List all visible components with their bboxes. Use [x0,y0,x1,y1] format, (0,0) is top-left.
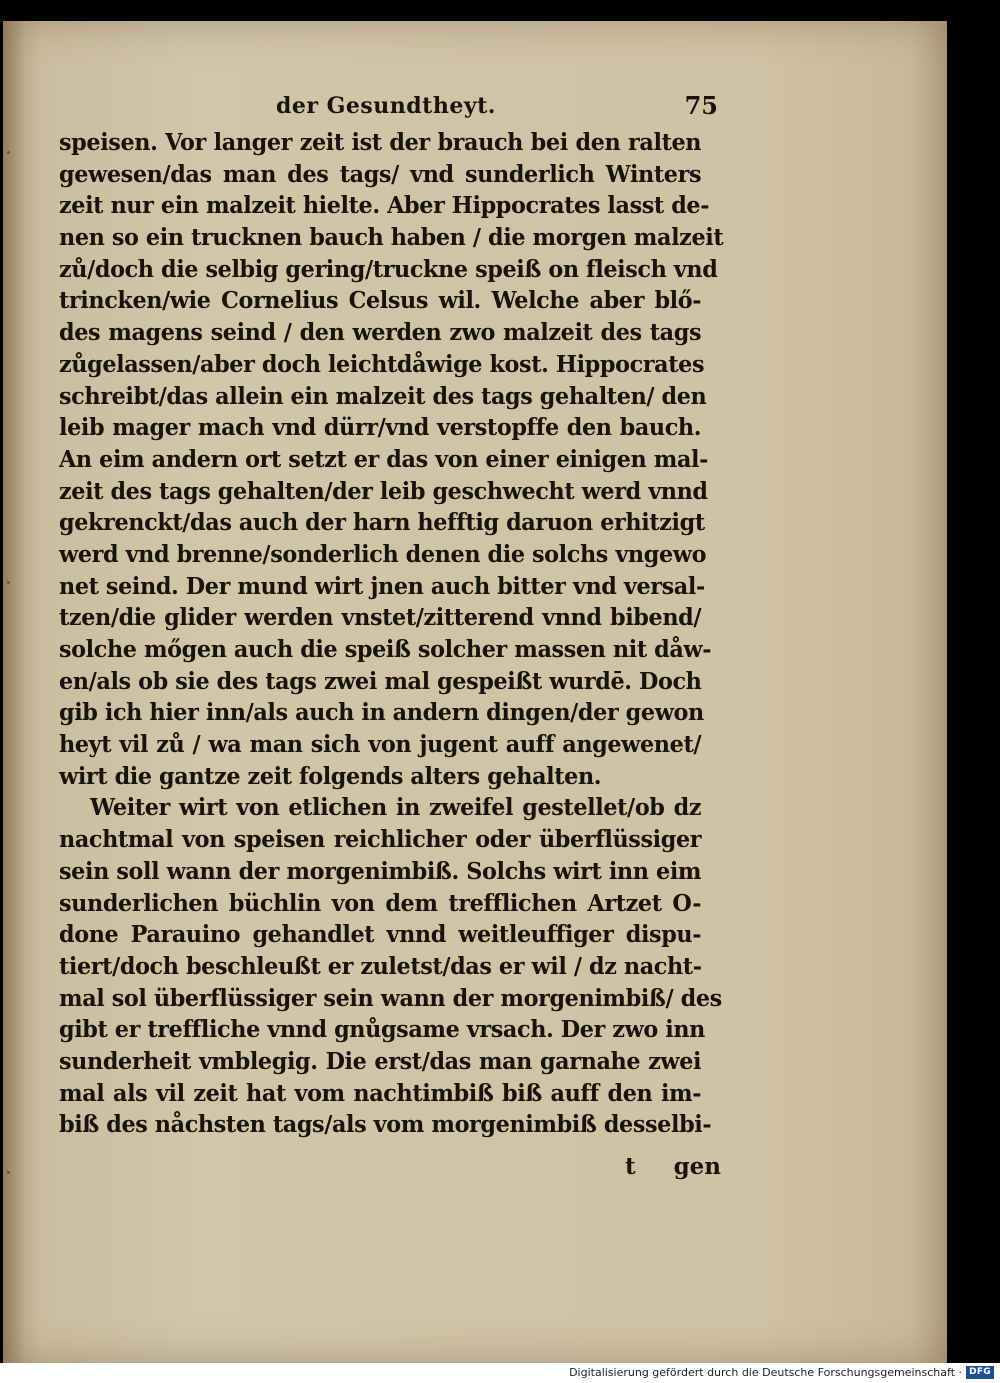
text-line: nen so ein trucknen bauch haben / die morgen malzeit [59,224,724,252]
text-line: wirt die gantze zeit folgends alters gehalten. [59,762,602,790]
text-line: zů/doch die selbig gering/truckne speiß on fleisch vnd [59,255,718,283]
text-line: sein soll wann der morgenimbiß. Solchs wirt inn eim [59,857,702,885]
text-line: des magens seind / den werden zwo malzeit des tags [59,319,702,347]
text-line: en/als ob sie des tags zwei mal gespeißt wurdē. Doch [59,667,702,695]
text-line: net seind. Der mund wirt jnen auch bitter vnd versal- [59,572,705,600]
text-line: gibt er treffliche vnnd gnůgsame vrsach. Der zwo inn [59,1016,706,1044]
body-text [59,127,724,1141]
text-line: done Parauino gehandlet vnnd weitleuffiger dispu- [59,921,702,949]
text-line: schreibt/das allein ein malzeit des tags gehalten/ den [59,382,707,410]
text-line: An eim andern ort setzt er das von einer einigen mal- [59,445,708,473]
text-line: trincken/wie Cornelius Celsus wil. Welche aber blő- [59,287,702,315]
text-line: gib ich hier inn/als auch in andern dingen/der gewon [59,699,704,727]
margin-speck [7,581,10,584]
catchword: gen [673,1153,721,1180]
text-line: speisen. Vor langer zeit ist der brauch bei den ralten [59,129,702,156]
text-line: sunderlichen büchlin von dem trefflichen Artzet O- [59,889,702,917]
text-line: nachtmal von speisen reichlicher oder überflüssiger [59,826,702,854]
text-line: Weiter wirt von etlichen in zweifel gestellet/ob dz [90,794,702,822]
text-line: mal sol überflüssiger sein wann der morgenimbiß/ des [59,984,722,1012]
margin-speck [7,151,10,154]
book-page [3,21,947,1363]
text-line: gekrenckt/das auch der harn hefftig daruon erhitzigt [59,509,705,537]
signature-mark: t [625,1153,636,1180]
text-line: zeit nur ein malzeit hielte. Aber Hippocrates lasst de- [59,192,710,220]
margin-speck [7,1171,10,1174]
text-line: zeit des tags gehalten/der leib geschwecht werd vnnd [59,477,708,505]
text-line: tzen/die glider werden vnstet/zitterend vnnd bibend/ [59,604,702,632]
catchword-row [59,1153,721,1185]
text-line: tiert/doch beschleußt er zuletst/das er wil / dz nacht- [59,952,702,980]
page-number: 75 [684,91,718,120]
text-line: sunderheit vmblegig. Die erst/das man garnahe zwei [59,1047,702,1075]
text-line: leib mager mach vnd dürr/vnd verstopffe den bauch. [59,414,702,442]
funding-credit: Digitalisierung gefördert durch die Deutsche Forschungsgemeinschaft · [569,1366,962,1379]
footer-bar [0,1363,1000,1383]
running-title: der Gesundtheyt. [276,93,496,119]
text-line: mal als vil zeit hat vom nachtimbiß biß auff den im- [59,1079,702,1107]
dfg-logo: DFG [966,1366,994,1379]
text-line: gewesen/das man des tags/ vnd sunderlich Winters [59,160,702,188]
text-line: werd vnd brenne/sonderlich denen die solchs vngewo [59,540,707,568]
text-line: zůgelassen/aber doch leichtdåwige kost. Hippocrates [59,350,705,378]
page-header [258,87,718,127]
text-line: solche mőgen auch die speiß solcher massen nit dåw- [59,636,712,663]
text-line: heyt vil zů / wa man sich von jugent auff angewenet/ [59,731,702,759]
text-line: biß des nåchsten tags/als vom morgenimbiß desselbi- [59,1111,712,1139]
